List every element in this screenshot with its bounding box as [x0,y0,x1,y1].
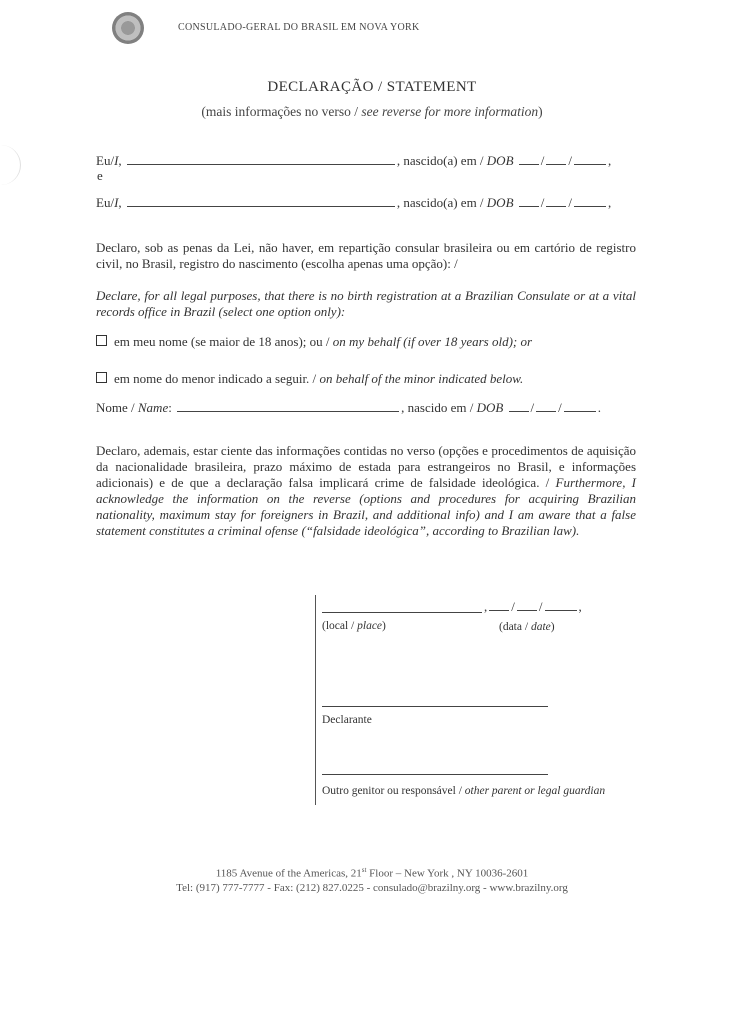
option-self-checkbox[interactable] [96,335,107,346]
footer-contact: Tel: (917) 777-7777 - Fax: (212) 827.0225 - consulado@brazilny.org - www.brazilny.org [176,882,568,894]
person-1-dob-day[interactable] [546,152,566,165]
minor-line: Nome / Name: , nascido em / DOB / / . [96,400,602,415]
person-1-dob-year[interactable] [574,152,606,165]
date-label: (data / date) [499,621,555,633]
place-label: (local / place) [322,620,386,632]
date-day[interactable] [517,598,537,611]
place-field[interactable] [322,612,482,613]
minor-dob-year[interactable] [564,399,596,412]
guardian-label: Outro genitor ou responsável / other parent or legal guardian [322,785,606,797]
document-subtitle: (mais informações no verso / see reverse for more information) [201,104,543,119]
and-connector: e [97,168,103,183]
person-2-line: Eu/I, , nascido(a) em / DOB / / , [96,195,612,210]
declaration-pt: Declaro, sob as penas da Lei, não haver, em repartição consular brasileira ou em cartório de registro civil, no Brasil, registro do nascimento (escolha apenas uma opção): / [96,240,636,271]
declaration-en: Declare, for all legal purposes, that there is no birth registration at a Brazilian Consulate or at a vital records office in Brazil (select one option only): [96,288,636,319]
date-field: , / / , [484,599,582,614]
option-self: em meu nome (se maior de 18 anos); ou / on my behalf (if over 18 years old); or [96,334,532,350]
acknowledgement-paragraph: Declaro, ademais, estar ciente das informações contidas no verso (opções e procedimentos de aquisição da nacionalidade brasileira, prazo máximo de estada para estrangeiros no Brasil, e informações adicionais) e de que a declaração falsa implicará crime de falsidade ideológica. / Furthermore, I acknowledge the information on the reverse (options and procedures for acquiring Brazilian nationality, maximum stay for foreigners in Brazil, and additional info) and I am aware that a false statement constitutes a criminal ofense (“falsidade ideológica”, according to Brazilian law). [96,443,636,538]
option-minor: em nome do menor indicado a seguir. / on behalf of the minor indicated below. [96,371,523,387]
declarant-signature-line[interactable] [322,706,548,707]
document-title: DECLARAÇÃO / STATEMENT [267,79,477,95]
person-2-name-field[interactable] [127,194,395,207]
minor-dob-day[interactable] [536,399,556,412]
minor-dob-month[interactable] [509,399,529,412]
page-edge-mark [0,145,21,185]
person-1-name-field[interactable] [127,152,395,165]
signature-block-divider [315,595,316,805]
consulate-header: CONSULADO-GERAL DO BRASIL EM NOVA YORK [178,22,420,33]
guardian-signature-line[interactable] [322,774,548,775]
date-year[interactable] [545,598,577,611]
person-2-dob-year[interactable] [574,194,606,207]
option-minor-checkbox[interactable] [96,372,107,383]
person-2-dob-day[interactable] [546,194,566,207]
minor-name-field[interactable] [177,399,399,412]
person-1-line: Eu/I, , nascido(a) em / DOB / / , [96,153,612,168]
person-1-dob-month[interactable] [519,152,539,165]
coat-of-arms-seal [112,12,144,44]
date-month[interactable] [489,598,509,611]
footer-address: 1185 Avenue of the Americas, 21st Floor – New York , NY 10036-2601 [215,866,529,880]
declarant-label: Declarante [322,714,372,726]
person-2-dob-month[interactable] [519,194,539,207]
